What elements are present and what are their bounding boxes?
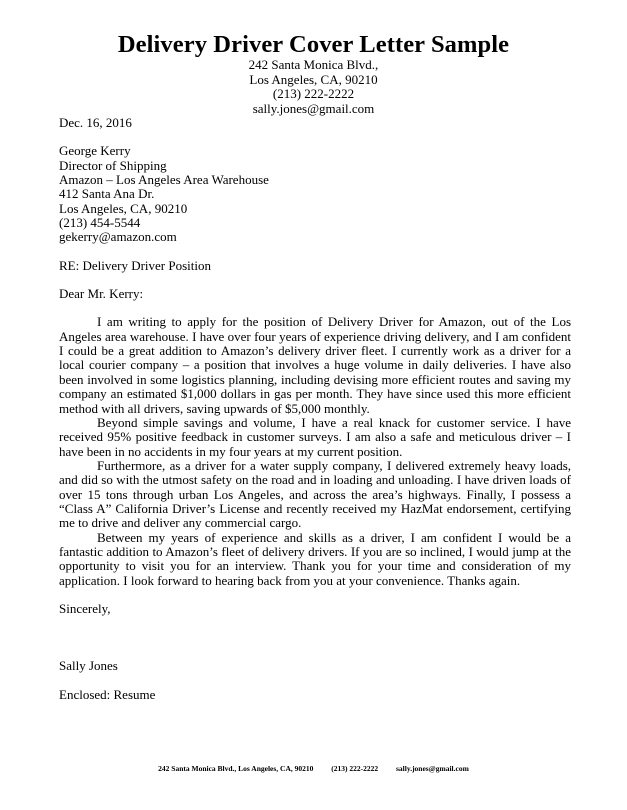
footer-email: sally.jones@gmail.com — [396, 764, 469, 773]
signature-name: Sally Jones — [59, 658, 118, 674]
recipient-company: Amazon – Los Angeles Area Warehouse — [59, 172, 269, 188]
sender-street: 242 Santa Monica Blvd., — [248, 57, 379, 72]
closing: Sincerely, — [59, 600, 111, 616]
sender-address-block — [0, 58, 627, 116]
paragraph-4: Between my years of experience and skills as a driver, I am confident I would be a fantastic addition to Amazon’s fleet of delivery drivers. If you are so inclined, I would jump at the opportunity to visit you for an interview. Thank you for your time and consideration of my application. I look forward to hearing back from you at your convenience. Thanks again. — [59, 529, 571, 588]
footer-phone: (213) 222-2222 — [331, 764, 379, 773]
letter-body — [59, 116, 571, 702]
sender-email: sally.jones@gmail.com — [252, 100, 375, 116]
salutation: Dear Mr. Kerry: — [59, 286, 144, 302]
recipient-street: 412 Santa Ana Dr. — [59, 186, 155, 202]
subject-line: RE: Delivery Driver Position — [59, 257, 212, 273]
recipient-phone: (213) 454-5544 — [59, 215, 141, 231]
sender-phone: (213) 222-2222 — [272, 86, 355, 102]
recipient-name: George Kerry — [59, 143, 131, 159]
recipient-city: Los Angeles, CA, 90210 — [59, 200, 188, 216]
paragraph-1: I am writing to apply for the position of Delivery Driver for Amazon, out of the Los Angeles area warehouse. I have over four years of experience driving delivery, and I am confident I could be a great addition to Amazon’s delivery driver fleet. I currently work as a driver for a local courier company – a position that involves a huge volume in daily deliveries. I have also been involved in some logistics planning, including devising more efficient routes and saving my company an estimated $1,000 dollars in gas per month. They have since used this more efficient method with all drivers, saving upwards of $5,000 monthly. — [59, 314, 571, 416]
footer-address: 242 Santa Monica Blvd., Los Angeles, CA, 90210 — [158, 764, 314, 773]
footer-contact — [0, 764, 627, 773]
sender-city: Los Angeles, CA, 90210 — [249, 71, 378, 87]
recipient-block — [59, 144, 571, 244]
page-title: Delivery Driver Cover Letter Sample — [117, 31, 510, 58]
recipient-email: gekerry@amazon.com — [59, 229, 177, 245]
paragraph-2: Beyond simple savings and volume, I have a real knack for customer service. I have received 95% positive feedback in customer surveys. I am also a safe and meticulous driver – I have been in no accidents in my four years at my current position. — [59, 414, 571, 459]
recipient-title: Director of Shipping — [59, 157, 167, 173]
paragraph-3: Furthermore, as a driver for a water supply company, I delivered extremely heavy loads, and did so with the utmost safety on the road and in loading and unloading. I have driven loads of over 15 tons through urban Los Angeles, and across the area’s highways. Finally, I possess a “Class A” California Driver’s License and recently received my HazMat endorsement, certifying me to drive and deliver any commercial cargo. — [59, 457, 571, 531]
enclosure-line: Enclosed: Resume — [59, 686, 156, 702]
letter-date: Dec. 16, 2016 — [59, 115, 132, 130]
